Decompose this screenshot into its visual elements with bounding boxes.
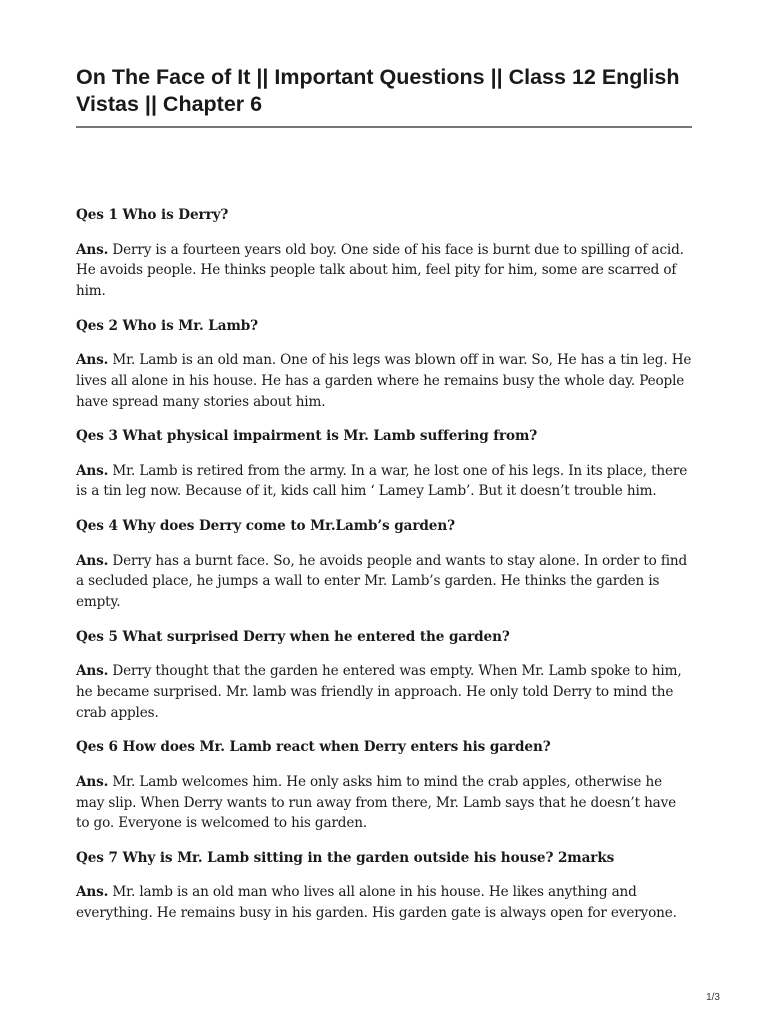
answer-paragraph bbox=[76, 551, 692, 613]
answer-label: Ans. bbox=[76, 241, 109, 258]
question-text: Qes 1 Who is Derry? bbox=[76, 207, 229, 223]
answer-text: Derry has a burnt face. So, he avoids people and wants to stay alone. In order to find a secluded place, he jumps a wall to enter Mr. Lamb’s garden. He thinks the garden is empty. bbox=[76, 552, 688, 611]
answer-text: Mr. lamb is an old man who lives all alone in his house. He likes anything and everything. He remains busy in his garden. His garden gate is always open for everyone. bbox=[76, 884, 677, 922]
document-title: On The Face of It || Important Questions || Class 12 English Vistas || Chapter 6 bbox=[76, 65, 680, 116]
answer-text: Derry thought that the garden he entered was empty. When Mr. Lamb spoke to him, he became surprised. Mr. lamb was friendly in approach. He only told Derry to mind the crab apples. bbox=[76, 663, 682, 721]
question-text: Qes 3 What physical impairment is Mr. Lamb suffering from? bbox=[76, 428, 538, 445]
answer-paragraph bbox=[76, 461, 692, 502]
qa-item bbox=[76, 737, 692, 834]
qa-item bbox=[76, 205, 692, 302]
answer-text: Mr. Lamb is retired from the army. In a war, he lost one of his legs. In its place, there is a tin leg now. Because of it, kids call him ‘ Lamey Lamb’. But it doesn’t trouble him. bbox=[76, 462, 688, 500]
title-divider bbox=[76, 126, 692, 128]
qa-item bbox=[76, 516, 692, 613]
answer-paragraph bbox=[76, 772, 692, 834]
qa-list bbox=[76, 205, 692, 924]
qa-item bbox=[76, 627, 692, 724]
question-text: Qes 5 What surprised Derry when he entered the garden? bbox=[76, 628, 510, 645]
answer-text: Mr. Lamb is an old man. One of his legs was blown off in war. So, He has a tin leg. He lives all alone in his house. He has a garden where he remains busy the whole day. People have spread many stories about him. bbox=[76, 352, 692, 410]
answer-label: Ans. bbox=[76, 663, 109, 680]
qa-item bbox=[76, 848, 692, 924]
answer-paragraph bbox=[76, 882, 692, 923]
answer-label: Ans. bbox=[76, 884, 109, 901]
answer-label: Ans. bbox=[76, 773, 109, 790]
page-number: 1/3 bbox=[706, 992, 720, 1003]
answer-paragraph bbox=[76, 350, 692, 412]
answer-paragraph bbox=[76, 661, 692, 723]
answer-label: Ans. bbox=[76, 552, 109, 569]
answer-text: Derry is a fourteen years old boy. One side of his face is burnt due to spilling of acid. He avoids people. He thinks people talk about him, feel pity for him, some are scarred of him. bbox=[76, 241, 684, 299]
question-text: Qes 7 Why is Mr. Lamb sitting in the garden outside his house? 2marks bbox=[76, 849, 615, 866]
qa-item bbox=[76, 316, 692, 413]
question-text: Qes 4 Why does Derry come to Mr.Lamb’s garden? bbox=[76, 518, 455, 535]
question-text: Qes 6 How does Mr. Lamb react when Derry enters his garden? bbox=[76, 739, 551, 756]
answer-text: Mr. Lamb welcomes him. He only asks him to mind the crab apples, otherwise he may slip. When Derry wants to run away from there, Mr. Lamb says that he doesn’t have to go. Everyone is welcomed to his garden. bbox=[76, 773, 677, 832]
answer-paragraph bbox=[76, 240, 692, 302]
document-page bbox=[76, 64, 692, 938]
answer-label: Ans. bbox=[76, 462, 109, 479]
answer-label: Ans. bbox=[76, 352, 109, 369]
qa-item bbox=[76, 426, 692, 502]
question-text: Qes 2 Who is Mr. Lamb? bbox=[76, 317, 259, 334]
